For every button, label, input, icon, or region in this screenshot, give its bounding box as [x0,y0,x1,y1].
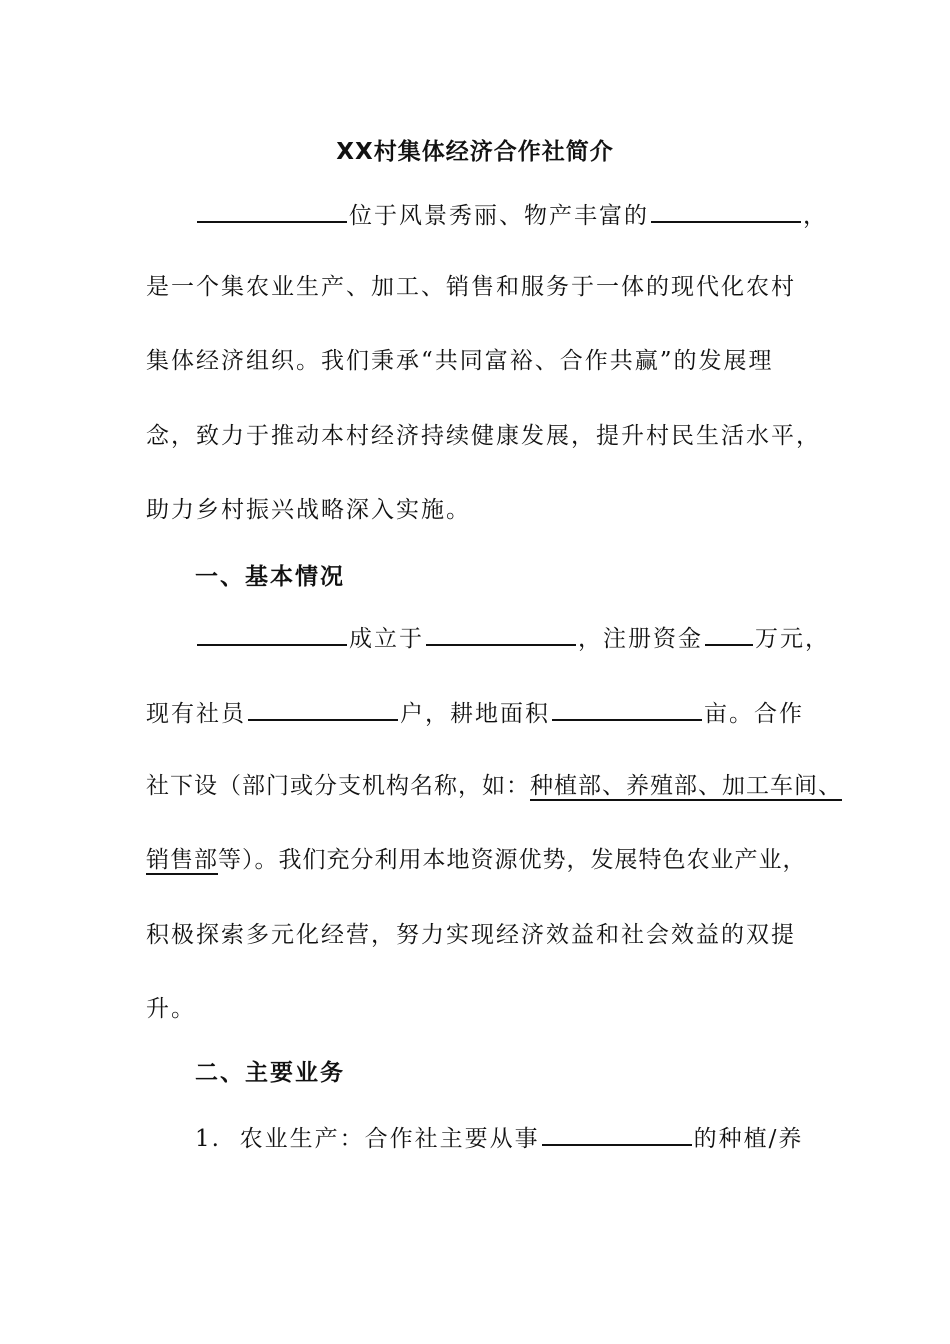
blank-field [552,695,702,721]
blank-field [542,1120,692,1146]
paragraph-line: 升。 [146,996,196,1022]
text-span: 的种植/养 [693,1126,804,1152]
paragraph-line [195,197,875,232]
text-span: 等）。我们充分利用本地资源优势，发展特色农业产业， [218,847,807,873]
paragraph-line: 积极探索多元化经营，努力实现经济效益和社会效益的双提 [146,922,796,948]
section-heading: 二、主要业务 [195,1060,345,1086]
text-span: ，注册资金 [578,626,703,652]
underlined-text: 种植部、养殖部、加工车间、 [530,773,842,799]
paragraph-line: 是一个集农业生产、加工、销售和服务于一体的现代化农村 [146,274,796,300]
paragraph-line: 集体经济组织。我们秉承“共同富裕、合作共赢”的发展理 [146,348,774,374]
underlined-text: 销售部 [146,847,218,873]
text-span: 1. 农业生产：合作社主要从事 [195,1126,540,1152]
text-span: 现有社员 [146,701,246,727]
blank-field [197,620,347,646]
paragraph-line [195,620,875,655]
text-span: 社下设（部门或分支机构名称，如： [146,773,530,799]
paragraph-line [146,695,826,730]
paragraph-line [146,770,842,802]
text-span: ， [803,203,828,229]
document-title: XX村集体经济合作社简介 [336,139,614,165]
blank-field [651,197,801,223]
blank-field [426,620,576,646]
text-span: 亩。合作 [704,701,804,727]
text-span: 成立于 [349,626,424,652]
paragraph-line [195,1120,875,1155]
text-span: 户，耕地面积 [400,701,550,727]
paragraph-line: 念，致力于推动本村经济持续健康发展，提升村民生活水平， [146,423,821,449]
paragraph-line: 助力乡村振兴战略深入实施。 [146,497,471,523]
text-span: 位于风景秀丽、物产丰富的 [349,203,649,229]
blank-field [248,695,398,721]
blank-field [197,197,347,223]
text-span: 万元， [755,626,830,652]
section-heading: 一、基本情况 [195,564,345,590]
blank-field [705,620,753,646]
paragraph-line [146,844,826,876]
